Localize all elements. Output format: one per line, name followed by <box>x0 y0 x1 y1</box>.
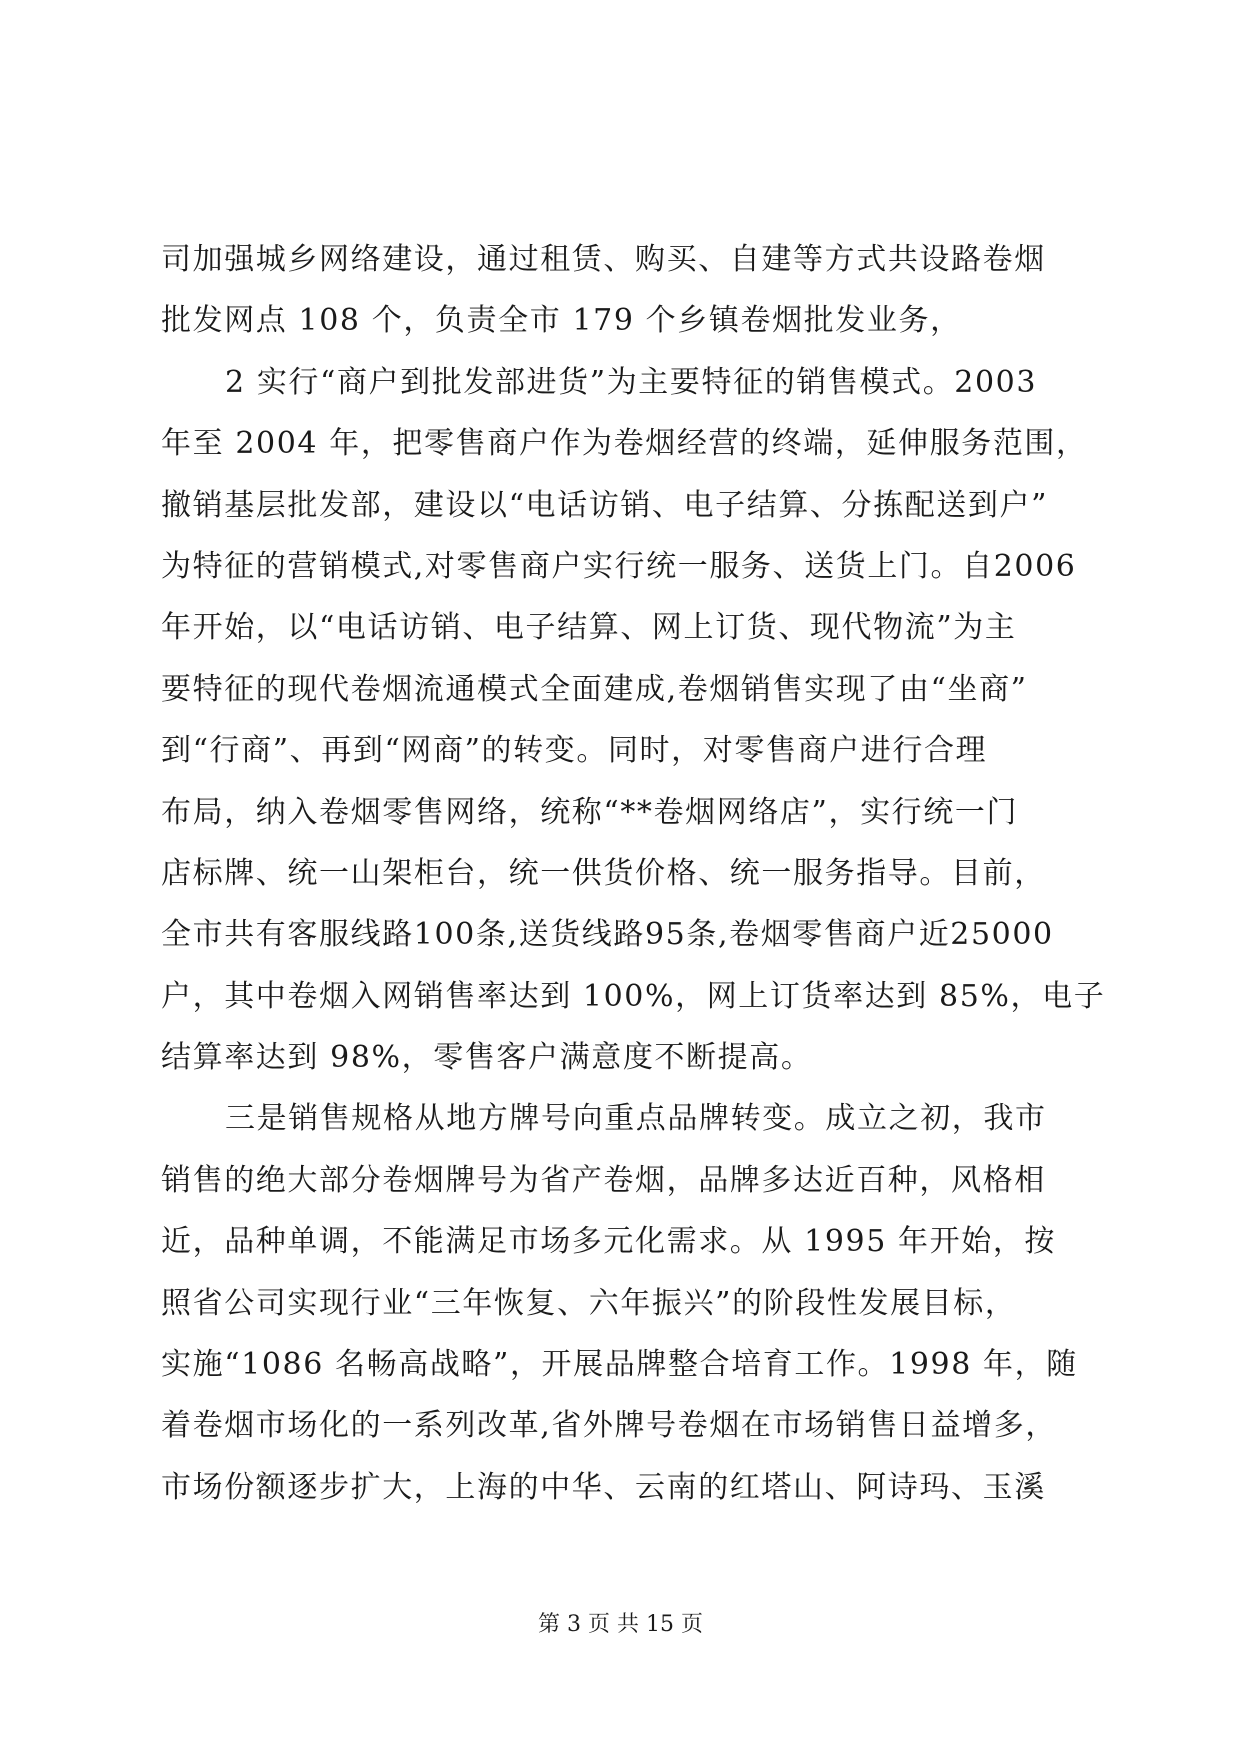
text-line: 结算率达到 98%，零售客户满意度不断提高。 <box>161 1040 813 1076</box>
text-line: 要特征的现代卷烟流通模式全面建成,卷烟销售实现了由“坐商” <box>161 671 1028 707</box>
text-line: 近，品种单调，不能满足市场多元化需求。从 1995 年开始，按 <box>161 1224 1057 1260</box>
text-line: 销售的绝大部分卷烟牌号为省产卷烟，品牌多达近百种，风格相 <box>161 1162 1046 1198</box>
text-line: 年至 2004 年，把零售商户作为卷烟经营的终端，延伸服务范围， <box>161 426 1088 462</box>
text-line: 着卷烟市场化的一系列改革,省外牌号卷烟在市场销售日益增多， <box>161 1408 1057 1444</box>
text-line: 市场份额逐步扩大，上海的中华、云南的红塔山、阿诗玛、玉溪 <box>161 1469 1046 1505</box>
text-line: 为特征的营销模式,对零售商户实行统一服务、送货上门。自2006 <box>161 548 1077 584</box>
text-line: 照省公司实现行业“三年恢复、六年振兴”的阶段性发展目标， <box>161 1285 1017 1321</box>
text-line: 布局，纳入卷烟零售网络，统称“**卷烟网络店”，实行统一门 <box>161 794 1019 830</box>
text-line: 到“行商”、再到“网商”的转变。同时，对零售商户进行合理 <box>161 733 988 769</box>
text-line: 店标牌、统一山架柜台，统一供货价格、统一服务指导。目前， <box>161 855 1046 891</box>
paragraph-start-line: 三是销售规格从地方牌号向重点品牌转变。成立之初，我市 <box>225 1101 1047 1137</box>
text-line: 司加强城乡网络建设，通过租赁、购买、自建等方式共设路卷烟 <box>161 242 1046 277</box>
text-line: 户，其中卷烟入网销售率达到 100%，网上订货率达到 85%，电子 <box>161 978 1106 1014</box>
text-line: 全市共有客服线路100条,送货线路95条,卷烟零售商户近25000 <box>161 917 1054 953</box>
text-line: 批发网点 108 个，负责全市 179 个乡镇卷烟批发业务， <box>161 303 962 339</box>
text-line: 实施“1086 名畅高战略”，开展品牌整合培育工作。1998 年，随 <box>161 1347 1078 1383</box>
body-text <box>161 229 1106 1518</box>
page-footer: 第 3 页 共 15 页 <box>538 1612 703 1637</box>
text-line: 撤销基层批发部，建设以“电话访销、电子结算、分拣配送到户” <box>161 487 1049 523</box>
text-line: 年开始，以“电话访销、电子结算、网上订货、现代物流”为主 <box>161 610 1017 646</box>
paragraph-start-line: 2 实行“商户到批发部进货”为主要特征的销售模式。2003 <box>225 364 1038 400</box>
